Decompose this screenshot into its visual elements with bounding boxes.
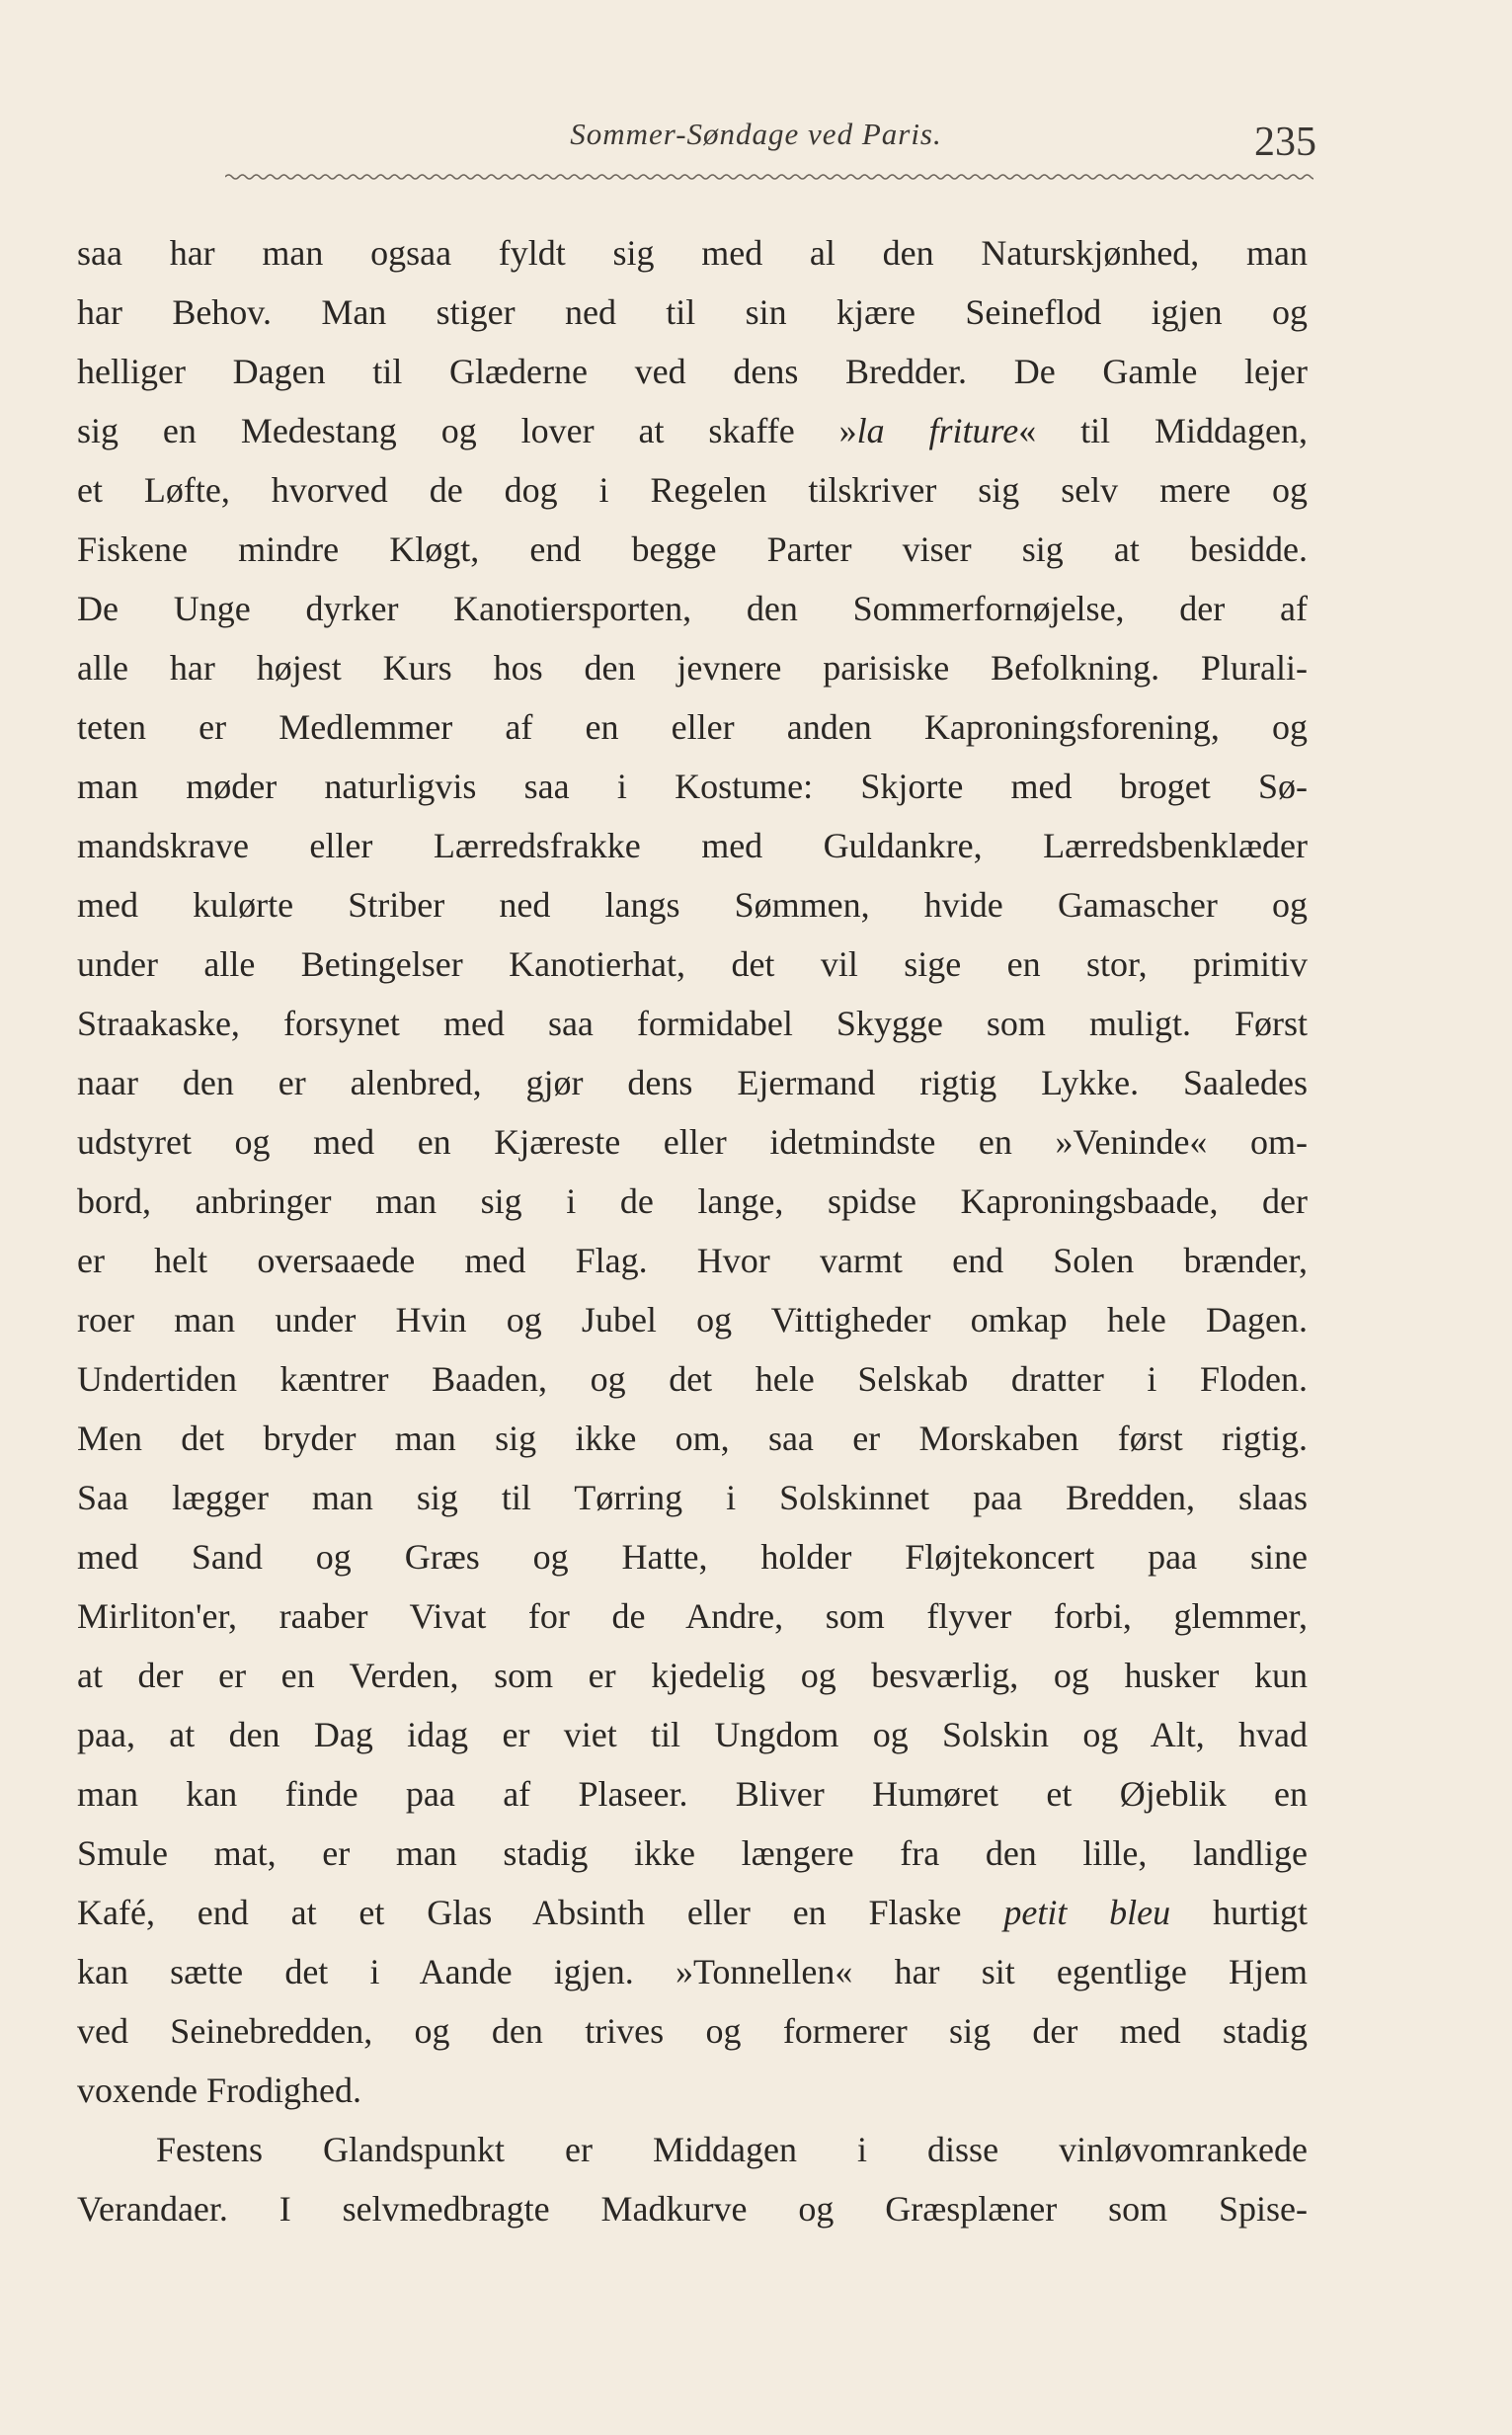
text-line [77,1646,1308,1705]
text-run: Kafé, end at et Glas Absinth eller en Flaske [77,1893,1004,1932]
text-line [77,1112,1308,1172]
text-line [77,579,1308,638]
text-run: Straakaske, forsynet med saa formidabel Skygge som muligt. Først [77,1004,1308,1043]
page-header [0,117,1512,166]
text-run: helliger Dagen til Glæderne ved dens Bredder. De Gamle lejer [77,352,1308,391]
text-line [77,1942,1308,2001]
text-line [77,401,1308,460]
text-run: med Sand og Græs og Hatte, holder Fløjtekoncert paa sine [77,1537,1308,1577]
page-number: 235 [1254,120,1316,165]
text-run: voxende Frodighed. [77,2070,361,2110]
text-run: alle har højest Kurs hos den jevnere parisiske Befolkning. Plurali- [77,648,1308,688]
text-line [77,1586,1308,1646]
text-line [77,1349,1308,1409]
text-line [77,342,1308,401]
text-line [77,1527,1308,1586]
ornamental-wavy-rule [225,170,1313,184]
text-line [77,875,1308,934]
text-run: mandskrave eller Lærredsfrakke med Guldankre, Lærredsbenklæder [77,826,1308,865]
text-line [77,994,1308,1053]
text-line [77,1883,1308,1942]
text-line [77,460,1308,520]
text-run: med kulørte Striber ned langs Sømmen, hvide Gamascher og [77,885,1308,925]
text-line [77,2061,1308,2120]
text-run: Fiskene mindre Kløgt, end begge Parter viser sig at besidde. [77,529,1308,569]
text-run: har Behov. Man stiger ned til sin kjære Seineflod igjen og [77,292,1308,332]
text-run: ved Seinebredden, og den trives og formerer sig der med stadig [77,2011,1308,2051]
text-run: saa har man ogsaa fyldt sig med al den Naturskjønhed, man [77,233,1308,273]
text-run: roer man under Hvin og Jubel og Vittigheder omkap hele Dagen. [77,1300,1308,1339]
text-line [77,697,1308,757]
text-line [77,1705,1308,1764]
text-line [77,283,1308,342]
text-run: teten er Medlemmer af en eller anden Kaproningsforening, og [77,707,1308,747]
text-line [77,1824,1308,1883]
body-text [77,223,1308,2238]
text-line [77,1231,1308,1290]
text-run: bord, anbringer man sig i de lange, spidse Kaproningsbaade, der [77,1181,1308,1221]
text-run: hurtigt [1170,1893,1308,1932]
text-line [77,1053,1308,1112]
text-run: Mirliton'er, raaber Vivat for de Andre, som flyver forbi, glemmer, [77,1596,1308,1636]
text-line [77,1764,1308,1824]
text-run: kan sætte det i Aande igjen. »Tonnellen« har sit egentlige Hjem [77,1952,1308,1991]
text-line [77,2120,1308,2179]
text-run: man kan finde paa af Plaseer. Bliver Humøret et Øjeblik en [77,1774,1308,1814]
text-run: Festens Glandspunkt er Middagen i disse vinløvomrankede [156,2130,1308,2169]
text-run: man møder naturligvis saa i Kostume: Skjorte med broget Sø- [77,767,1308,806]
text-run: under alle Betingelser Kanotierhat, det vil sige en stor, primitiv [77,944,1308,984]
text-line [77,1468,1308,1527]
text-run: sig en Medestang og lover at skaffe » [77,411,857,450]
text-line [77,934,1308,994]
text-line [77,520,1308,579]
text-line [77,223,1308,283]
text-line [77,1290,1308,1349]
text-line [77,1172,1308,1231]
text-run: naar den er alenbred, gjør dens Ejermand rigtig Lykke. Saaledes [77,1063,1308,1102]
text-line [77,757,1308,816]
text-run: et Løfte, hvorved de dog i Regelen tilskriver sig selv mere og [77,470,1308,510]
italic-phrase: petit bleu [1003,1893,1171,1932]
text-line [77,816,1308,875]
text-run: Saa lægger man sig til Tørring i Solskinnet paa Bredden, slaas [77,1478,1308,1517]
text-run: Verandaer. I selvmedbragte Madkurve og Græsplæner som Spise- [77,2189,1308,2229]
italic-phrase: la friture [856,411,1019,450]
text-line [77,1409,1308,1468]
text-line [77,638,1308,697]
text-run: udstyret og med en Kjæreste eller idetmindste en »Veninde« om- [77,1122,1308,1162]
text-run: De Unge dyrker Kanotiersporten, den Sommerfornøjelse, der af [77,589,1308,628]
text-run: Men det bryder man sig ikke om, saa er Morskaben først rigtig. [77,1419,1308,1458]
text-run: er helt oversaaede med Flag. Hvor varmt end Solen brænder, [77,1241,1308,1280]
running-title: Sommer-Søndage ved Paris. [570,117,942,151]
text-run: Undertiden kæntrer Baaden, og det hele Selskab dratter i Floden. [77,1359,1308,1399]
text-run: at der er en Verden, som er kjedelig og besværlig, og husker kun [77,1656,1308,1695]
text-line [77,2179,1308,2238]
text-run: paa, at den Dag idag er viet til Ungdom og Solskin og Alt, hvad [77,1715,1308,1754]
text-line [77,2001,1308,2061]
text-run: « til Middagen, [1018,411,1308,450]
text-run: Smule mat, er man stadig ikke længere fra den lille, landlige [77,1833,1308,1873]
